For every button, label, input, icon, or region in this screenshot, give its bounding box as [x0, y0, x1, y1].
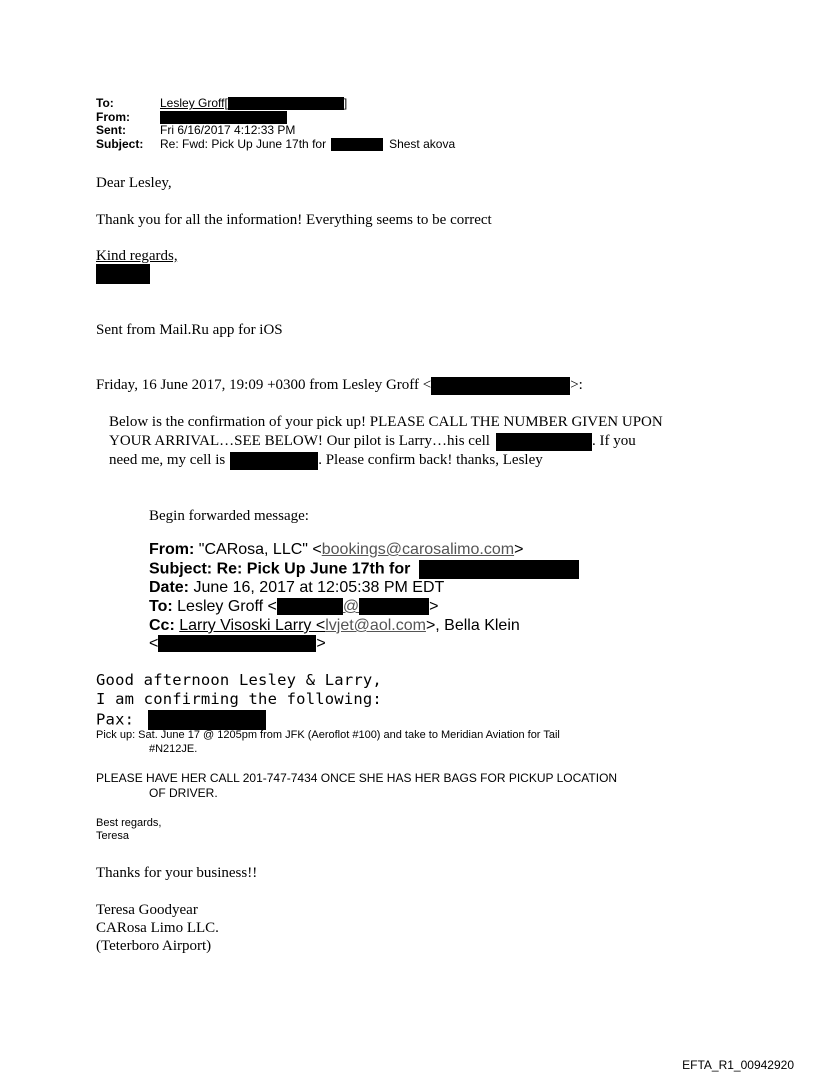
redaction-signature [96, 264, 150, 284]
to-label: To: [96, 96, 114, 110]
fwd-from-email-link[interactable]: bookings@carosalimo.com [321, 541, 515, 558]
sent-value: Fri 6/16/2017 4:12:33 PM [160, 123, 296, 137]
quoted-line-3 [109, 451, 543, 470]
msg-sig-1: Teresa Goodyear [96, 902, 198, 918]
redaction-groff-email [431, 377, 570, 395]
msg-please-line-1: PLEASE HAVE HER CALL 201-747-7434 ONCE SHE HAS HER BAGS FOR PICKUP LOCATION [96, 771, 618, 785]
msg-sig-3: (Teterboro Airport) [96, 938, 212, 954]
redaction-fwd-cc-email [158, 635, 316, 652]
header-to-row [96, 97, 455, 111]
reply-body: Thank you for all the information! Everything seems to be correct [96, 212, 492, 228]
quoted-intro-close: >: [570, 377, 583, 393]
reply-greeting: Dear Lesley, [96, 175, 172, 191]
forwarded-begin: Begin forwarded message: [149, 508, 309, 524]
msg-best: Best regards, [96, 817, 162, 829]
fwd-to-row [149, 598, 439, 615]
msg-thanks: Thanks for your business!! [96, 865, 258, 881]
quoted-intro [96, 376, 583, 395]
redaction-to-email [228, 97, 344, 110]
fwd-cc-row-2 [149, 635, 326, 652]
msg-sig-2: CARosa Limo LLC. [96, 920, 219, 936]
redaction-subject [331, 138, 383, 151]
fwd-to-value: Lesley Groff < [177, 598, 277, 615]
redaction-fwd-to-domain [359, 598, 429, 615]
quoted-line-2 [109, 432, 636, 451]
from-label: From: [96, 109, 130, 124]
document-id: EFTA_R1_00942920 [682, 1058, 794, 1072]
msg-pickup-line-1: Pick up: Sat. June 17 @ 1205pm from JFK (Aeroflot #100) and take to Meridian Aviation for Tail [96, 729, 560, 741]
msg-greeting: Good afternoon Lesley & Larry, [96, 671, 382, 689]
email-header [96, 97, 455, 151]
subject-value: Re: Fwd: Pick Up June 17th for [160, 136, 327, 151]
msg-pickup-line-2: #N212JE. [149, 743, 198, 755]
header-subject-row [96, 138, 455, 152]
fwd-date-value: June 16, 2017 at 12:05:38 PM EDT [193, 579, 445, 596]
msg-pax-row [96, 710, 266, 730]
sent-label: Sent: [96, 123, 126, 137]
msg-confirming: I am confirming the following: [96, 690, 382, 708]
fwd-to-label: To: [149, 598, 173, 615]
redaction-fwd-to-user [277, 598, 343, 615]
fwd-to-at: @ [342, 598, 360, 615]
redaction-pax [148, 710, 266, 730]
to-value: Lesley Groff[ [160, 96, 228, 110]
quoted-line-2b: . If you [591, 433, 636, 449]
quoted-line-2a: YOUR ARRIVAL…SEE BELOW! Our pilot is Larry…his cell [109, 433, 490, 449]
msg-name: Teresa [96, 830, 130, 842]
fwd-from-value: "CARosa, LLC" < [198, 541, 322, 558]
quoted-line-3a: need me, my cell is [109, 452, 226, 468]
redaction-fwd-subject [419, 560, 579, 579]
fwd-cc-row [149, 617, 520, 634]
fwd-cc-value: Larry Visoski Larry < [179, 617, 326, 634]
to-close: ] [343, 96, 348, 110]
subject-tail: Shest akova [389, 136, 456, 151]
redaction-from [160, 111, 287, 124]
msg-please-line-2: OF DRIVER. [149, 786, 218, 800]
fwd-subject-label: Subject: Re: Pick Up June 17th for [149, 560, 411, 578]
reply-signoff: Kind regards, [96, 248, 178, 264]
fwd-cc-tail: >, Bella Klein [425, 617, 520, 634]
redaction-lesley-cell [230, 452, 318, 470]
header-from-row [96, 111, 455, 125]
msg-pax-label: Pax: [96, 710, 135, 729]
fwd-cc-line2-open: < [149, 635, 159, 652]
fwd-from-label: From: [149, 541, 195, 558]
fwd-cc-line2-close: > [316, 635, 326, 652]
reply-sent-from: Sent from Mail.Ru app for iOS [96, 322, 283, 338]
fwd-cc-label: Cc: [149, 617, 175, 634]
redaction-pilot-cell [496, 433, 592, 451]
quoted-line-3b: . Please confirm back! thanks, Lesley [318, 452, 543, 468]
fwd-subject-row [149, 560, 579, 579]
fwd-to-close: > [429, 598, 439, 615]
fwd-cc-email-link[interactable]: lvjet@aol.com [325, 617, 426, 634]
fwd-from-close: > [514, 541, 524, 558]
header-sent-row [96, 124, 455, 138]
fwd-date-row [149, 579, 444, 596]
quoted-line-1: Below is the confirmation of your pick up! PLEASE CALL THE NUMBER GIVEN UPON [109, 414, 663, 430]
fwd-date-label: Date: [149, 579, 190, 596]
quoted-intro-text: Friday, 16 June 2017, 19:09 +0300 from Lesley Groff < [96, 377, 432, 393]
fwd-from-row [149, 541, 523, 558]
subject-label: Subject: [96, 136, 144, 151]
